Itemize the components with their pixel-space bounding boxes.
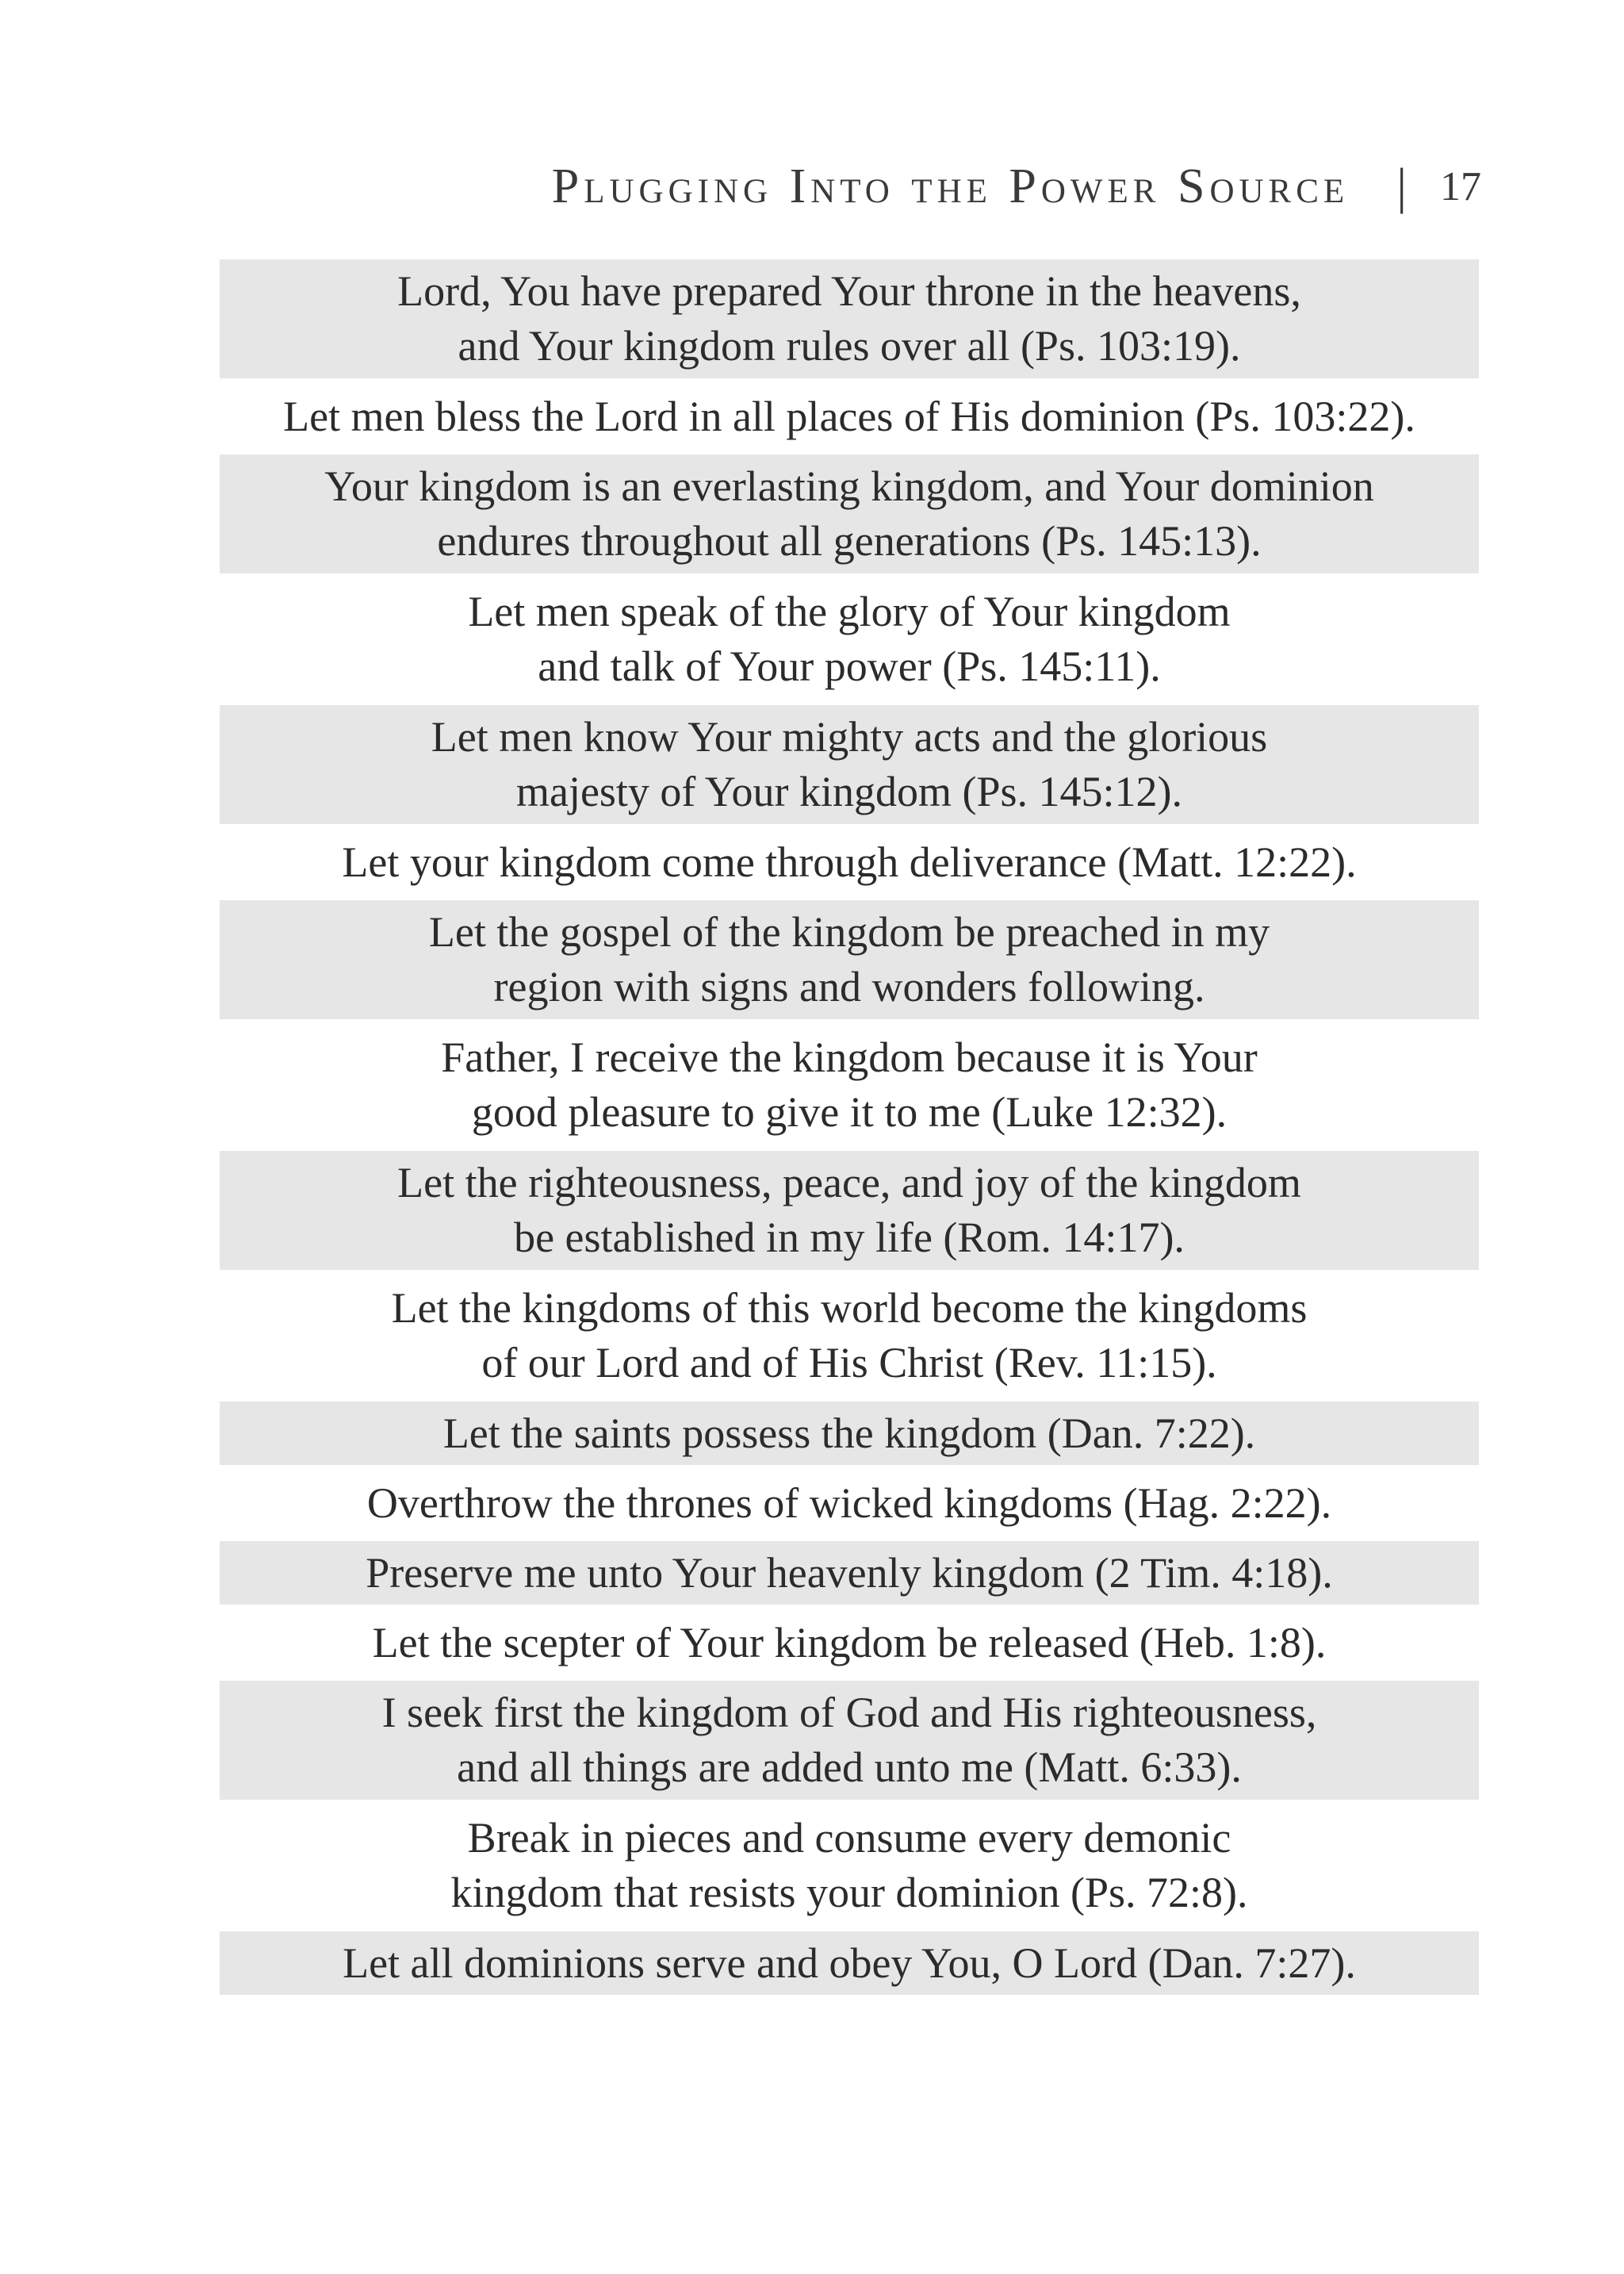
prayer-row bbox=[220, 830, 1479, 894]
page-number: 17 bbox=[1440, 163, 1481, 209]
prayer-row bbox=[220, 454, 1479, 573]
prayer-line: and all things are added unto me (Matt. 6:33). bbox=[457, 1743, 1242, 1791]
prayer-line: Let men know Your mighty acts and the glorious bbox=[431, 713, 1268, 761]
prayer-table bbox=[220, 259, 1479, 2001]
prayer-line: Let the saints possess the kingdom (Dan. 7:22). bbox=[442, 1409, 1256, 1457]
prayer-row bbox=[220, 1541, 1479, 1605]
prayer-row bbox=[220, 705, 1479, 824]
prayer-line: Let men speak of the glory of Your kingdom bbox=[468, 588, 1231, 635]
prayer-row bbox=[220, 900, 1479, 1019]
prayer-line: Preserve me unto Your heavenly kingdom (2 Tim. 4:18). bbox=[366, 1548, 1333, 1597]
prayer-line: Break in pieces and consume every demonic bbox=[467, 1814, 1231, 1862]
prayer-line: majesty of Your kingdom (Ps. 145:12). bbox=[515, 768, 1183, 815]
prayer-line: Let all dominions serve and obey You, O Lord (Dan. 7:27). bbox=[343, 1938, 1356, 1987]
prayer-row bbox=[220, 1402, 1479, 1465]
prayer-row bbox=[220, 1151, 1479, 1270]
running-head-separator: | bbox=[1396, 158, 1407, 214]
prayer-line: Let the kingdoms of this world become the kingdoms bbox=[391, 1284, 1308, 1332]
prayer-row bbox=[220, 1931, 1479, 1995]
prayer-line: endures throughout all generations (Ps. 145:13). bbox=[437, 517, 1262, 565]
prayer-row bbox=[220, 580, 1479, 699]
prayer-line: Your kingdom is an everlasting kingdom, and Your dominion bbox=[324, 462, 1374, 510]
prayer-line: of our Lord and of His Christ (Rev. 11:15). bbox=[481, 1339, 1217, 1386]
prayer-row bbox=[220, 385, 1479, 448]
prayer-line: Lord, You have prepared Your throne in the heavens, bbox=[397, 267, 1301, 315]
prayer-line: region with signs and wonders following. bbox=[493, 963, 1205, 1010]
prayer-row bbox=[220, 1276, 1479, 1395]
prayer-line: Let the righteousness, peace, and joy of the kingdom bbox=[397, 1159, 1301, 1206]
prayer-line: Let the gospel of the kingdom be preached in my bbox=[428, 908, 1270, 956]
prayer-line: Overthrow the thrones of wicked kingdoms (Hag. 2:22). bbox=[366, 1478, 1332, 1527]
prayer-row bbox=[220, 1026, 1479, 1145]
prayer-line: Father, I receive the kingdom because it is Your bbox=[441, 1033, 1258, 1081]
prayer-row bbox=[220, 1471, 1479, 1535]
prayer-line: good pleasure to give it to me (Luke 12:32). bbox=[471, 1088, 1228, 1136]
prayer-row bbox=[220, 1806, 1479, 1925]
prayer-row bbox=[220, 1681, 1479, 1800]
prayer-line: be established in my life (Rom. 14:17). bbox=[514, 1214, 1185, 1261]
prayer-line: Let the scepter of Your kingdom be released (Heb. 1:8). bbox=[372, 1618, 1327, 1666]
prayer-row bbox=[220, 1611, 1479, 1674]
prayer-line: kingdom that resists your dominion (Ps. 72:8). bbox=[450, 1869, 1248, 1916]
prayer-line: Let your kingdom come through deliverance (Matt. 12:22). bbox=[342, 838, 1357, 886]
running-head-title: Plugging Into the Power Source bbox=[551, 159, 1350, 213]
prayer-line: I seek first the kingdom of God and His righteousness, bbox=[381, 1689, 1317, 1736]
prayer-line: and talk of Your power (Ps. 145:11). bbox=[538, 642, 1161, 690]
prayer-row bbox=[220, 259, 1479, 378]
prayer-line: Let men bless the Lord in all places of His dominion (Ps. 103:22). bbox=[283, 392, 1415, 440]
running-head bbox=[0, 159, 1481, 214]
prayer-line: and Your kingdom rules over all (Ps. 103:19). bbox=[458, 322, 1241, 370]
